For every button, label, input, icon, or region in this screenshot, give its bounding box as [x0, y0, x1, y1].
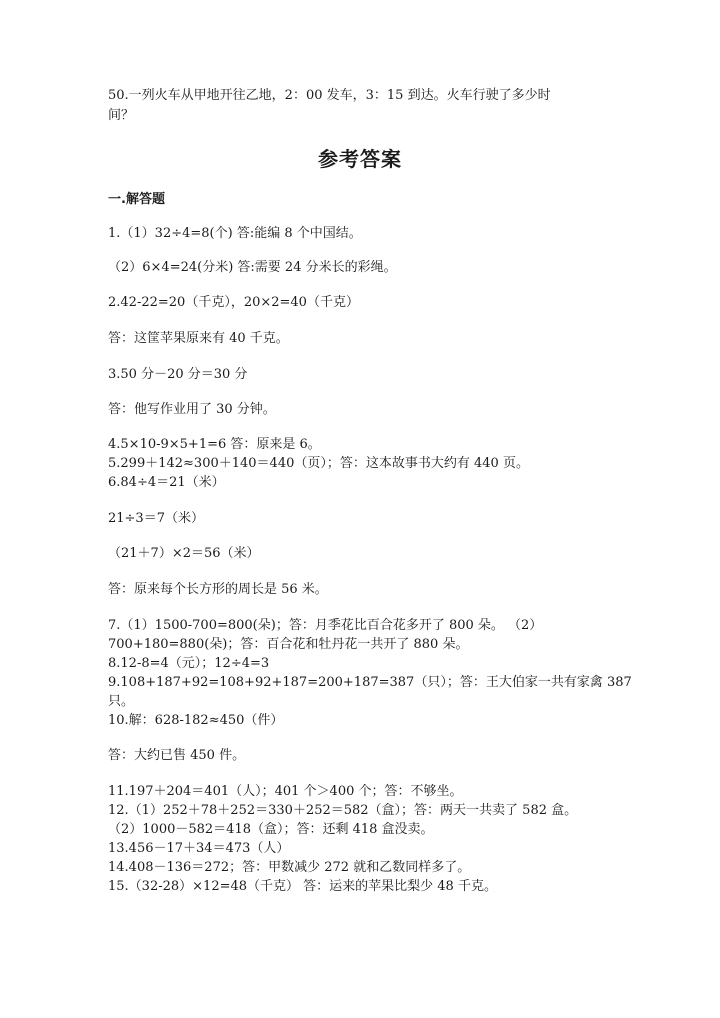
section-heading: 一.解答题 [108, 192, 165, 207]
answer-line: 3.50 分－20 分＝30 分 [108, 367, 248, 382]
answer-line: 答：原来每个长方形的周长是 56 米。 [108, 582, 328, 597]
answer-line: 10.解：628-182≈450（件） [108, 713, 284, 728]
answer-line: 9.108+187+92=108+92+187=200+187=387（只）；答：王大伯家一共有家禽 387 [108, 675, 632, 690]
question-line-1: 50.一列火车从甲地开往乙地，2：00 发车，3：15 到达。火车行驶了多少时 [108, 88, 551, 103]
answer-line: （21＋7）×2＝56（米） [108, 546, 260, 561]
answer-line: 5.299＋142≈300＋140＝440（页）；答：这本故事书大约有 440 页。 [108, 456, 529, 471]
answer-line: 14.408－136＝272；答：甲数减少 272 就和乙数同样多了。 [108, 860, 471, 875]
answer-line: 12.（1）252＋78＋252＝330＋252＝582（盒）；答：两天一共卖了 582 盒。 [108, 803, 578, 818]
question-line-2: 间？ [108, 108, 135, 123]
answer-line: 答：这筐苹果原来有 40 千克。 [108, 331, 289, 346]
answer-line: （2）6×4=24(分米) 答:需要 24 分米长的彩绳。 [108, 260, 397, 275]
answer-line: 13.456－17＋34＝473（人） [108, 841, 290, 856]
answer-line: 700+180=880(朵)；答：百合花和牡丹花一共开了 880 朵。 [108, 637, 469, 652]
answer-line: 6.84÷4＝21（米） [108, 475, 225, 490]
answer-line: （2）1000－582＝418（盒）；答：还剩 418 盒没卖。 [108, 822, 434, 837]
answers-title: 参考答案 [318, 147, 402, 171]
answer-line: 答：大约已售 450 件。 [108, 748, 246, 763]
answer-line: 只。 [108, 694, 135, 709]
answer-line: 21÷3＝7（米） [108, 511, 204, 526]
answer-line: 8.12-8=4（元）；12÷4=3 [108, 656, 270, 671]
answer-line: 1.（1）32÷4=8(个) 答:能编 8 个中国结。 [108, 226, 362, 241]
answer-line: 2.42-22=20（千克），20×2=40（千克） [108, 295, 359, 310]
answer-line: 4.5×10-9×5+1=6 答：原来是 6。 [108, 437, 321, 452]
answer-line: 15.（32-28）×12=48（千克） 答：运来的苹果比梨少 48 千克。 [108, 879, 497, 894]
answer-line: 11.197＋204＝401（人）；401 个＞400 个；答：不够坐。 [108, 784, 463, 799]
answer-line: 答：他写作业用了 30 分钟。 [108, 402, 276, 417]
answer-line: 7.（1）1500-700=800(朵)；答：月季花比百合花多开了 800 朵。 （2） [108, 618, 543, 633]
